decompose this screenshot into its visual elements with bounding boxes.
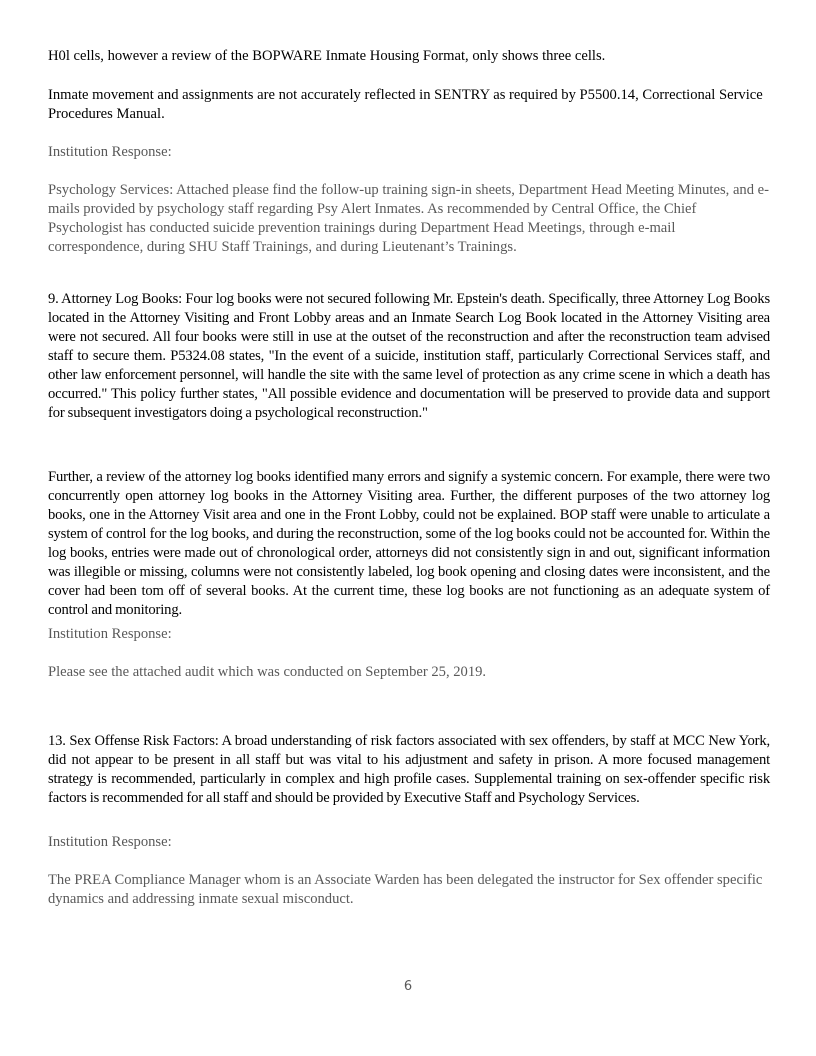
section-9-further-paragraph: Further, a review of the attorney log books identified many errors and signify a systemic concern. For example, there were two concurrently open attorney log books in the Attorney Visiting area. Further, the different purposes of the two attorney log books, one in the Attorney Visit area and one in the Front Lobby, could not be explained. BOP staff were unable to articulate a system of control for the log books, and during the reconstruction, some of the log books could not be accounted for. Within the log books, entries were made out of chronological order, attorneys did not consistently sign in and out, significant information was illegible or missing, columns were not consistently labeled, log book opening and closing dates were inconsistent, and the cover had been tom off of several books. At the current time, these log books are not functioning as an adequate system of control and monitoring. bbox=[48, 469, 770, 618]
continuation-line: H0l cells, however a review of the BOPWARE Inmate Housing Format, only shows three cells. bbox=[48, 48, 606, 64]
section-13-response-text: The PREA Compliance Manager whom is an Associate Warden has been delegated the instructor for Sex offender specific dynamics and addressing inmate sexual misconduct. bbox=[48, 872, 763, 907]
section-13-finding: 13. Sex Offense Risk Factors: A broad understanding of risk factors associated with sex offenders, by staff at MCC New York, did not appear to be present in all staff but was vital to his adjustment and safety in prison. A more focused management strategy is recommended, particularly in complex and high profile cases. Supplemental training on sex-offender specific risk factors is recommended for all staff and should be provided by Executive Staff and Psychology Services. bbox=[48, 733, 770, 806]
sentry-finding-paragraph: Inmate movement and assignments are not accurately reflected in SENTRY as required by P5500.14, Correctional Service Procedures Manual. bbox=[48, 87, 763, 122]
section-9-response-label: Institution Response: bbox=[48, 626, 172, 642]
psychology-services-response: Psychology Services: Attached please find the follow-up training sign-in sheets, Department Head Meeting Minutes, and e-mails provided by psychology staff regarding Psy Alert Inmates. As recommended by Central Office, the Chief Psychologist has conducted suicide prevention trainings during Department Head Meetings, through e-mail correspondence, during SHU Staff Trainings, and during Lieutenant’s Trainings. bbox=[48, 182, 770, 255]
section-13-response-label: Institution Response: bbox=[48, 834, 172, 850]
section-9-response-text: Please see the attached audit which was conducted on September 25, 2019. bbox=[48, 664, 487, 680]
page-number: 6 bbox=[403, 979, 413, 994]
section-9-finding: 9. Attorney Log Books: Four log books were not secured following Mr. Epstein's death. Specifically, three Attorney Log Books located in the Attorney Visiting and Front Lobby areas and an Inmate Search Log Book located in the Attorney Visiting area were not secured. All four books were still in use at the outset of the reconstruction and after the reconstruction team advised staff to secure them. P5324.08 states, "In the event of a suicide, institution staff, particularly Correctional Services staff, and other law enforcement personnel, will handle the site with the same level of protection as any crime scene in which a death has occurred." This policy further states, "All possible evidence and documentation will be preserved to provide data and support for subsequent investigators doing a psychological reconstruction." bbox=[48, 291, 770, 421]
institution-response-label: Institution Response: bbox=[48, 144, 172, 160]
